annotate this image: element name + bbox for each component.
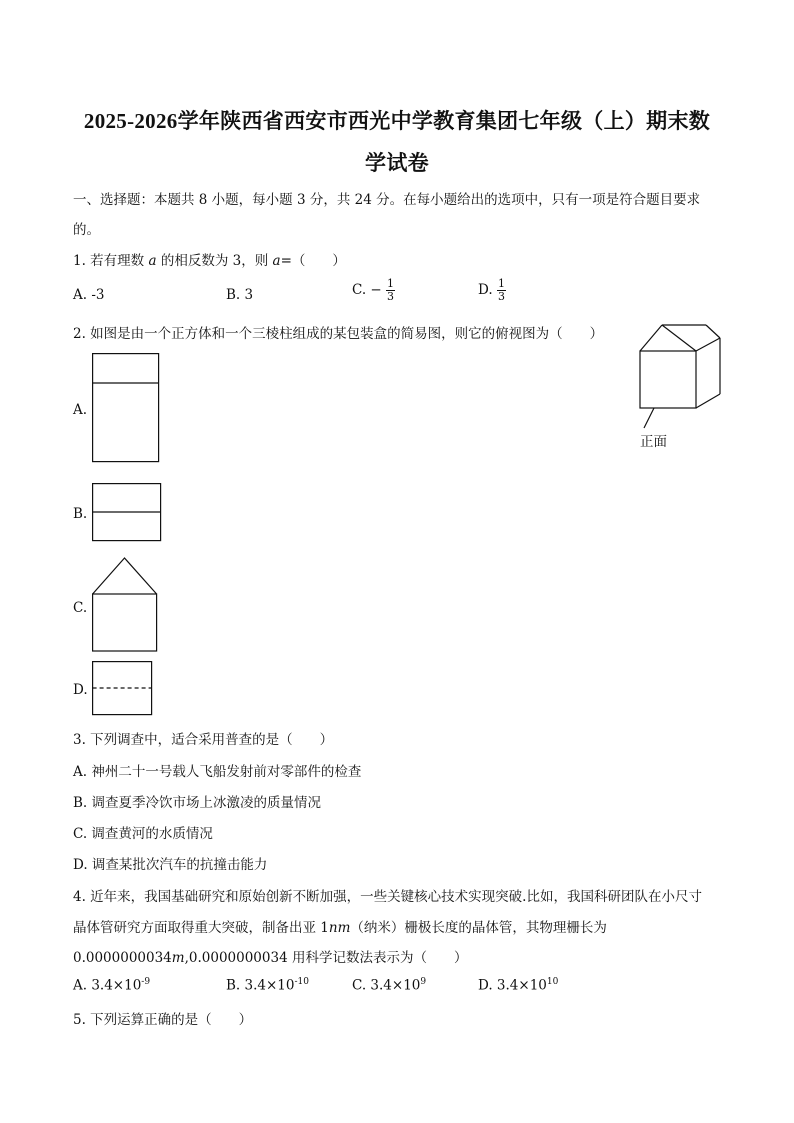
q3-option-b: B. 调查夏季冷饮市场上冰激凌的质量情况 [73, 795, 322, 811]
q4-b-exponent: -10 [294, 977, 309, 987]
q3-option-c: C. 调查黄河的水质情况 [73, 826, 213, 842]
question-4-line3 [73, 946, 467, 966]
question-4-line2 [73, 916, 607, 936]
q1-c-denominator: 3 [387, 290, 395, 303]
q1-var: a [148, 253, 157, 269]
cube-front-face [640, 351, 696, 408]
q1-option-a: A. -3 [73, 287, 105, 303]
q4-option-c [352, 977, 426, 994]
q2-option-c-figure [92, 557, 162, 653]
section1-instructions [73, 188, 700, 208]
q4-c-base: C. 3.4×10 [352, 977, 421, 994]
question-1-stem [73, 249, 346, 269]
q2-option-a-label: A. [73, 402, 88, 418]
q1-option-c-fraction [386, 278, 395, 303]
q4-d-exponent: 10 [546, 977, 559, 987]
question-3-stem: 3. 下列调查中，适合采用普查的是（ ） [73, 732, 334, 748]
q4-option-d [478, 977, 558, 994]
q1-option-d-fraction [497, 278, 506, 303]
q1-option-c [352, 278, 395, 303]
q1-d-numerator: 1 [497, 277, 505, 290]
q2-option-b-figure [92, 483, 164, 543]
q4-option-b [226, 977, 309, 994]
q4-option-a [73, 977, 150, 994]
q2-option-d-figure [92, 661, 154, 717]
q1-c-numerator: 1 [387, 277, 395, 290]
q4-c-exponent: 9 [420, 977, 427, 987]
q2-option-d-label: D. [73, 682, 88, 698]
q1-var2: a [272, 253, 281, 269]
exam-title-line1: 2025-2026学年陕西省西安市西光中学教育集团七年级（上）期末数 [83, 109, 711, 133]
question-4-line1: 4. 近年来，我国基础研究和原始创新不断加强，一些关键核心技术实现突破.比如，我国科研团队在小尺寸 [73, 889, 702, 905]
q4-a-exponent: -9 [141, 977, 151, 987]
q2-front-label: 正面 [640, 434, 667, 450]
q3-option-a: A. 神州二十一号载人飞船发射前对零部件的检查 [73, 764, 362, 780]
q4-b-base: B. 3.4×10 [226, 977, 295, 994]
prism-right-edge [696, 338, 720, 351]
q2-package-box-figure [636, 322, 736, 412]
q2-option-b-label: B. [73, 506, 88, 522]
prism-back-slope [706, 325, 720, 338]
section1-line2: 的。 [73, 222, 100, 238]
cube-bottom-right-edge [696, 394, 720, 408]
q4-line2-unit: nm [328, 920, 351, 936]
q4-line3-after: ,0.0000000034 用科学记数法表示为（ ） [184, 950, 468, 966]
q4-a-base: A. 3.4×10 [73, 977, 142, 994]
prism-front-slope [662, 325, 696, 351]
q1-option-b: B. 3 [226, 287, 254, 303]
q1-stem-before: 1. 若有理数 [73, 253, 149, 269]
question-2-stem: 2. 如图是由一个正方体和一个三棱柱组成的某包装盒的简易图，则它的俯视图为（ ） [73, 326, 604, 342]
front-pointer-line [644, 408, 654, 428]
q1-option-d-prefix: D. [478, 282, 497, 298]
q4-d-base: D. 3.4×10 [478, 977, 547, 994]
exam-title-line2: 学试卷 [365, 151, 429, 175]
q4-line2-after: （纳米）栅极长度的晶体管，其物理栅长为 [350, 920, 607, 936]
q1-option-c-prefix: C. − [352, 282, 382, 298]
q3-option-d: D. 调查某批次汽车的抗撞击能力 [73, 857, 268, 873]
q2-option-c-label: C. [73, 600, 88, 616]
prism-left-slope [640, 325, 662, 351]
q4-line3-unit: m [171, 950, 185, 966]
q4-line2-before: 晶体管研究方面取得重大突破，制备出亚 1 [73, 920, 329, 936]
q1-stem-mid: 的相反数为 3，则 [156, 253, 273, 269]
q1-option-d [478, 278, 506, 303]
q2-option-a-figure [92, 353, 162, 465]
question-5-stem: 5. 下列运算正确的是（ ） [73, 1012, 253, 1028]
q4-line3-before: 0.0000000034 [73, 950, 172, 966]
q1-stem-after: =（ ） [280, 253, 346, 269]
q1-d-denominator: 3 [497, 290, 505, 303]
section1-line1: 一、选择题：本题共 8 小题，每小题 3 分，共 24 分。在每小题给出的选项中，只有一项是符合题目要求 [73, 192, 701, 208]
